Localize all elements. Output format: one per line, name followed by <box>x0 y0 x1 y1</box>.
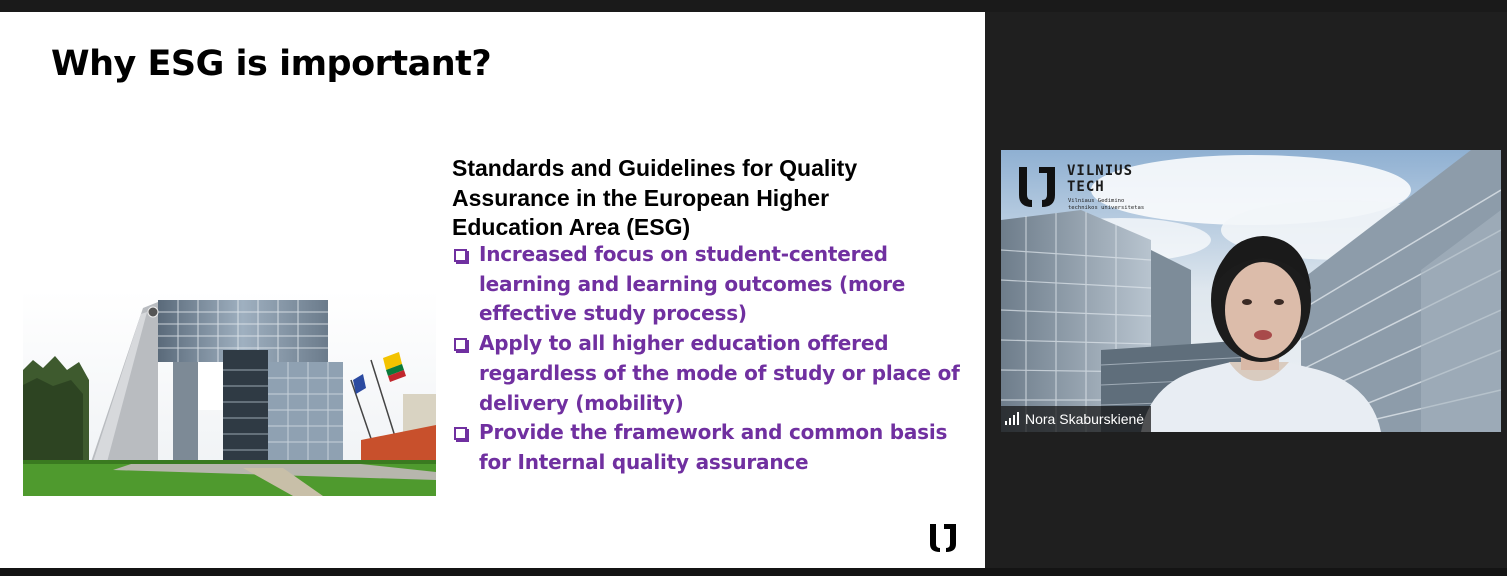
checkbox-bullet-icon <box>454 427 467 440</box>
brand-sub-line-2: technikos universitetas <box>1068 205 1145 211</box>
bullet-item <box>454 240 974 329</box>
checkbox-bullet-icon <box>454 338 467 351</box>
brand-line-2: TECH <box>1067 179 1105 195</box>
brand-line-1: VILNIUS <box>1067 163 1134 179</box>
vilnius-tech-logo-icon <box>928 522 958 554</box>
slide-title: Why ESG is important? <box>51 44 492 84</box>
shared-slide <box>0 12 985 568</box>
brand-sub-line-1: Vilniaus Gedimino <box>1068 198 1125 204</box>
esg-bullet-list <box>454 240 974 478</box>
top-bar <box>0 0 1507 12</box>
signal-strength-icon <box>1005 413 1019 425</box>
bullet-text: Increased focus on student-centered learning and learning outcomes (more effective study process) <box>479 242 906 326</box>
bottom-bar <box>0 568 1507 576</box>
participant-name-tag <box>1001 406 1151 432</box>
participant-video[interactable] <box>1001 150 1501 432</box>
checkbox-bullet-icon <box>454 249 467 262</box>
brand-subtitle <box>1068 198 1144 212</box>
bullet-item <box>454 418 974 477</box>
participant-name: Nora Skaburskienė <box>1025 411 1145 427</box>
university-building-photo <box>23 290 436 496</box>
esg-heading: Standards and Guidelines for Quality Assurance in the European Higher Education Area (ESG) <box>452 155 858 240</box>
vilnius-tech-logo-icon <box>1017 163 1057 211</box>
bullet-text: Apply to all higher education offered regardless of the mode of study or place of delivery (mobility) <box>479 331 960 415</box>
brand-wordmark <box>1067 163 1133 195</box>
bullet-item <box>454 329 974 418</box>
bullet-text: Provide the framework and common basis for Internal quality assurance <box>479 420 948 474</box>
